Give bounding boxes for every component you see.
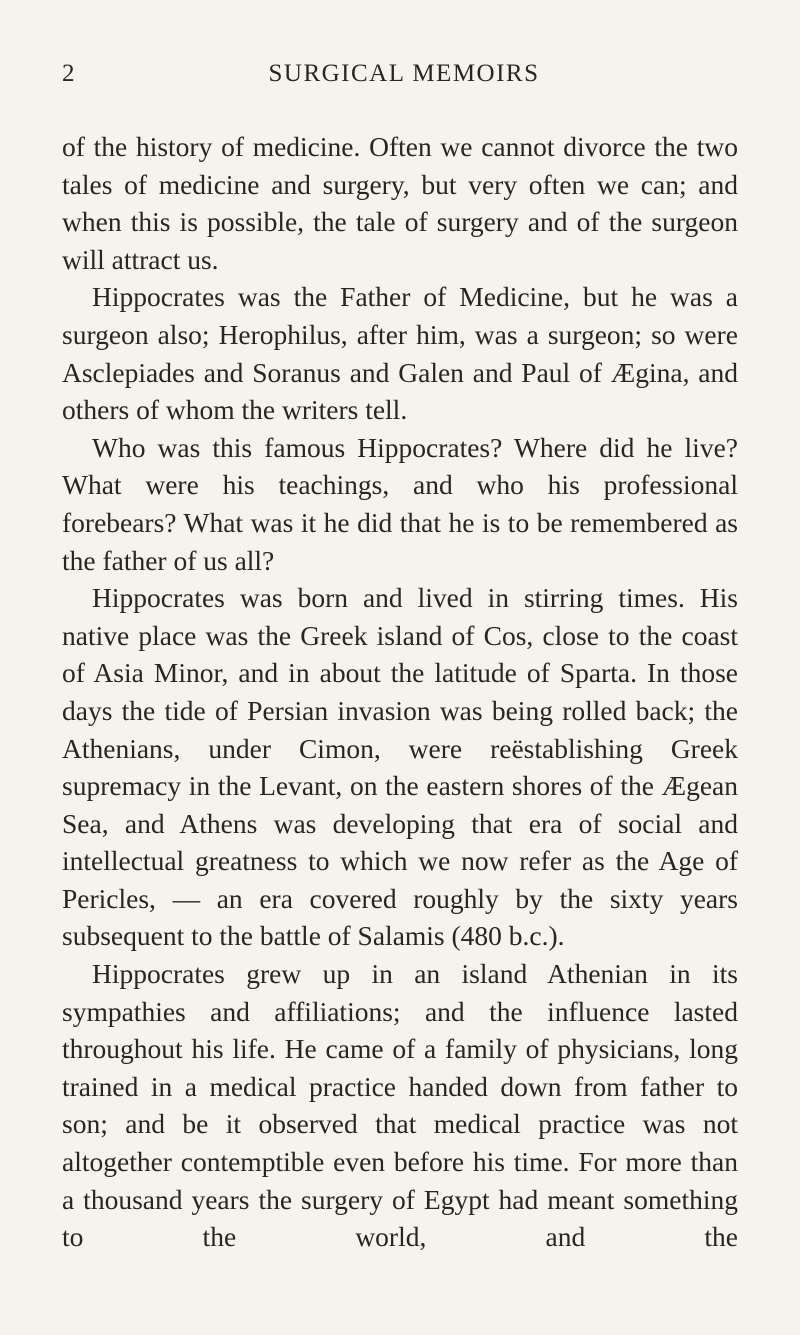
paragraph-questions: Who was this famous Hippocrates? Where did he live? What were his teachings, and who his professional forebears? What was it he did that he is to be remembered as the father of us all? (62, 431, 738, 576)
paragraph-hippocrates-surgeon: Hippocrates was the Father of Medicine, but he was a surgeon also; Herophilus, after him, was a surgeon; so were Asclepiades and Soranus and Galen and Paul of Ægina, and others of whom the writers tell. (62, 281, 738, 426)
running-title: SURGICAL MEMOIRS (268, 60, 540, 87)
page-number: 2 (62, 60, 75, 87)
paragraph-island-athenian: Hippocrates grew up in an island Athenian in its sympathies and affiliations; and the influence lasted throughout his life. He came of a family of physicians, long trained in a medical practice handed down from father to son; and be it observed that medical practice was not altogether contemptible even before his time. For more than a thousand years the surgery of Egypt had meant something to the world, and the (62, 958, 738, 1253)
paragraph-continued: of the history of medicine. Often we cannot divorce the two tales of medicine and surgery, but very often we can; and when this is possible, the tale of surgery and of the surgeon will attract us. (62, 131, 738, 275)
running-head (62, 60, 736, 100)
paragraph-stirring-times: Hippocrates was born and lived in stirring times. His native place was the Greek island of Cos, close to the coast of Asia Minor, and in about the latitude of Sparta. In those days the tide of Persian invasion was being rolled back; the Athenians, under Cimon, were reëstablishing Greek supremacy in the Levant, on the eastern shores of the Ægean Sea, and Athens was developing that era of social and intellectual greatness to which we now refer as the Age of Pericles, — an era covered roughly by the sixty years subsequent to the battle of Salamis (480 b.c.). (62, 582, 738, 952)
body-text (62, 128, 738, 1256)
